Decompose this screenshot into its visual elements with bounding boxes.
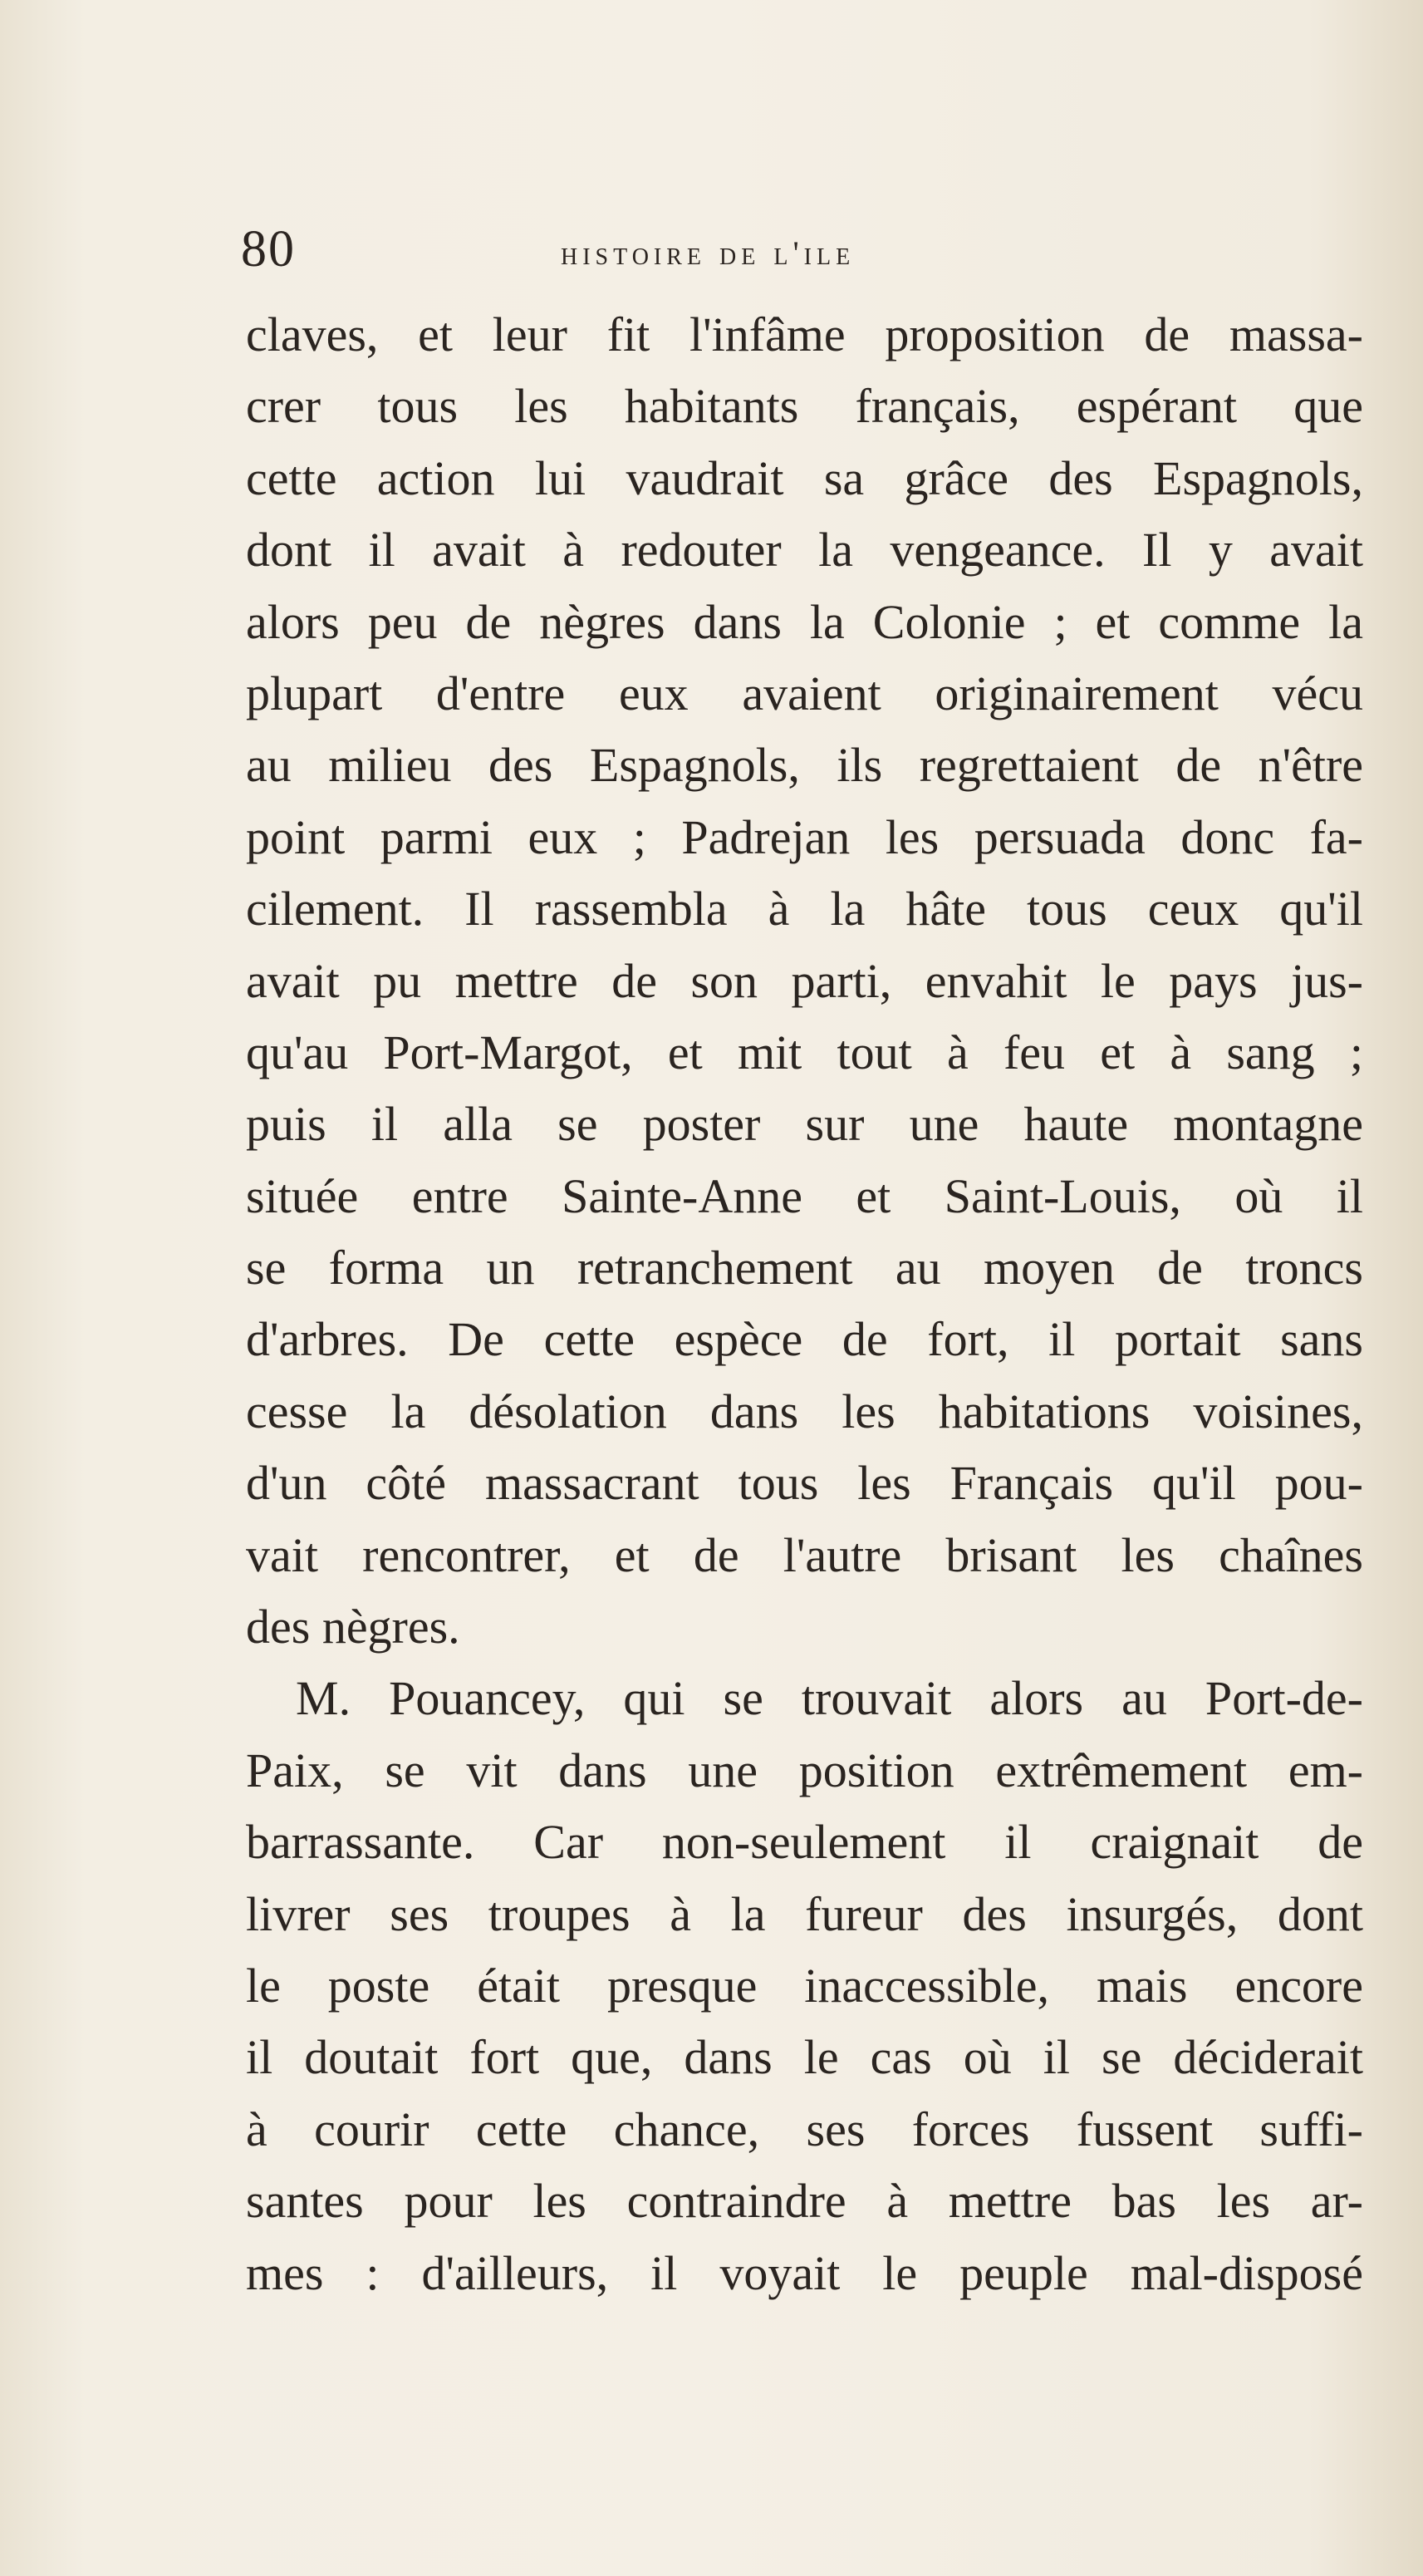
text-line: dont il avait à redouter la vengeance. Il y avait xyxy=(246,523,1363,578)
text-line: barrassante. Car non-seulement il craignait de xyxy=(246,1815,1363,1870)
text-line: point parmi eux ; Padrejan les persuada donc fa- xyxy=(246,809,1363,864)
text-line: au milieu des Espagnols, ils regrettaient de n'être xyxy=(246,738,1363,793)
text-line: d'un côté massacrant tous les Français qu'il pou- xyxy=(246,1456,1363,1511)
text-line: vait rencontrer, et de l'autre brisant les chaînes xyxy=(246,1527,1363,1582)
page-number: 80 xyxy=(241,221,296,278)
text-line: crer tous les habitants français, espérant que xyxy=(246,379,1363,434)
body-text xyxy=(246,299,1363,2309)
text-line: des nègres. xyxy=(246,1600,460,1654)
text-line: santes pour les contraindre à mettre bas les ar- xyxy=(246,2174,1363,2229)
text-line: puis il alla se poster sur une haute montagne xyxy=(246,1097,1363,1152)
text-line: M. Pouancey, qui se trouvait alors au Port-de- xyxy=(296,1671,1363,1726)
text-line: d'arbres. De cette espèce de fort, il portait sans xyxy=(246,1312,1363,1367)
text-line: cesse la désolation dans les habitations voisines, xyxy=(246,1384,1363,1438)
text-line: qu'au Port-Margot, et mit tout à feu et à sang ; xyxy=(246,1025,1363,1079)
text-line: plupart d'entre eux avaient originairement vécu xyxy=(246,666,1363,720)
text-line: se forma un retranchement au moyen de troncs xyxy=(246,1241,1363,1295)
text-line: alors peu de nègres dans la Colonie ; et comme la xyxy=(246,594,1363,649)
text-line: mes : d'ailleurs, il voyait le peuple mal-disposé xyxy=(246,2245,1363,2300)
text-line: le poste était presque inaccessible, mais encore xyxy=(246,1958,1363,2013)
page-header xyxy=(241,220,1371,295)
running-head: histoire de l'ile xyxy=(561,234,856,272)
text-line: avait pu mettre de son parti, envahit le pays jus- xyxy=(246,953,1363,1008)
text-line: il doutait fort que, dans le cas où il se déciderait xyxy=(246,2030,1363,2085)
text-line: cilement. Il rassembla à la hâte tous ceux qu'il xyxy=(246,882,1363,937)
text-line: située entre Sainte-Anne et Saint-Louis, où il xyxy=(246,1168,1363,1223)
text-line: claves, et leur fit l'infâme proposition de massa- xyxy=(246,307,1363,361)
text-line: à courir cette chance, ses forces fussent suffi- xyxy=(246,2102,1363,2156)
text-line: cette action lui vaudrait sa grâce des Espagnols, xyxy=(246,450,1363,505)
text-line: Paix, se vit dans une position extrêmement em- xyxy=(246,1743,1363,1797)
text-line: livrer ses troupes à la fureur des insurgés, dont xyxy=(246,1886,1363,1941)
